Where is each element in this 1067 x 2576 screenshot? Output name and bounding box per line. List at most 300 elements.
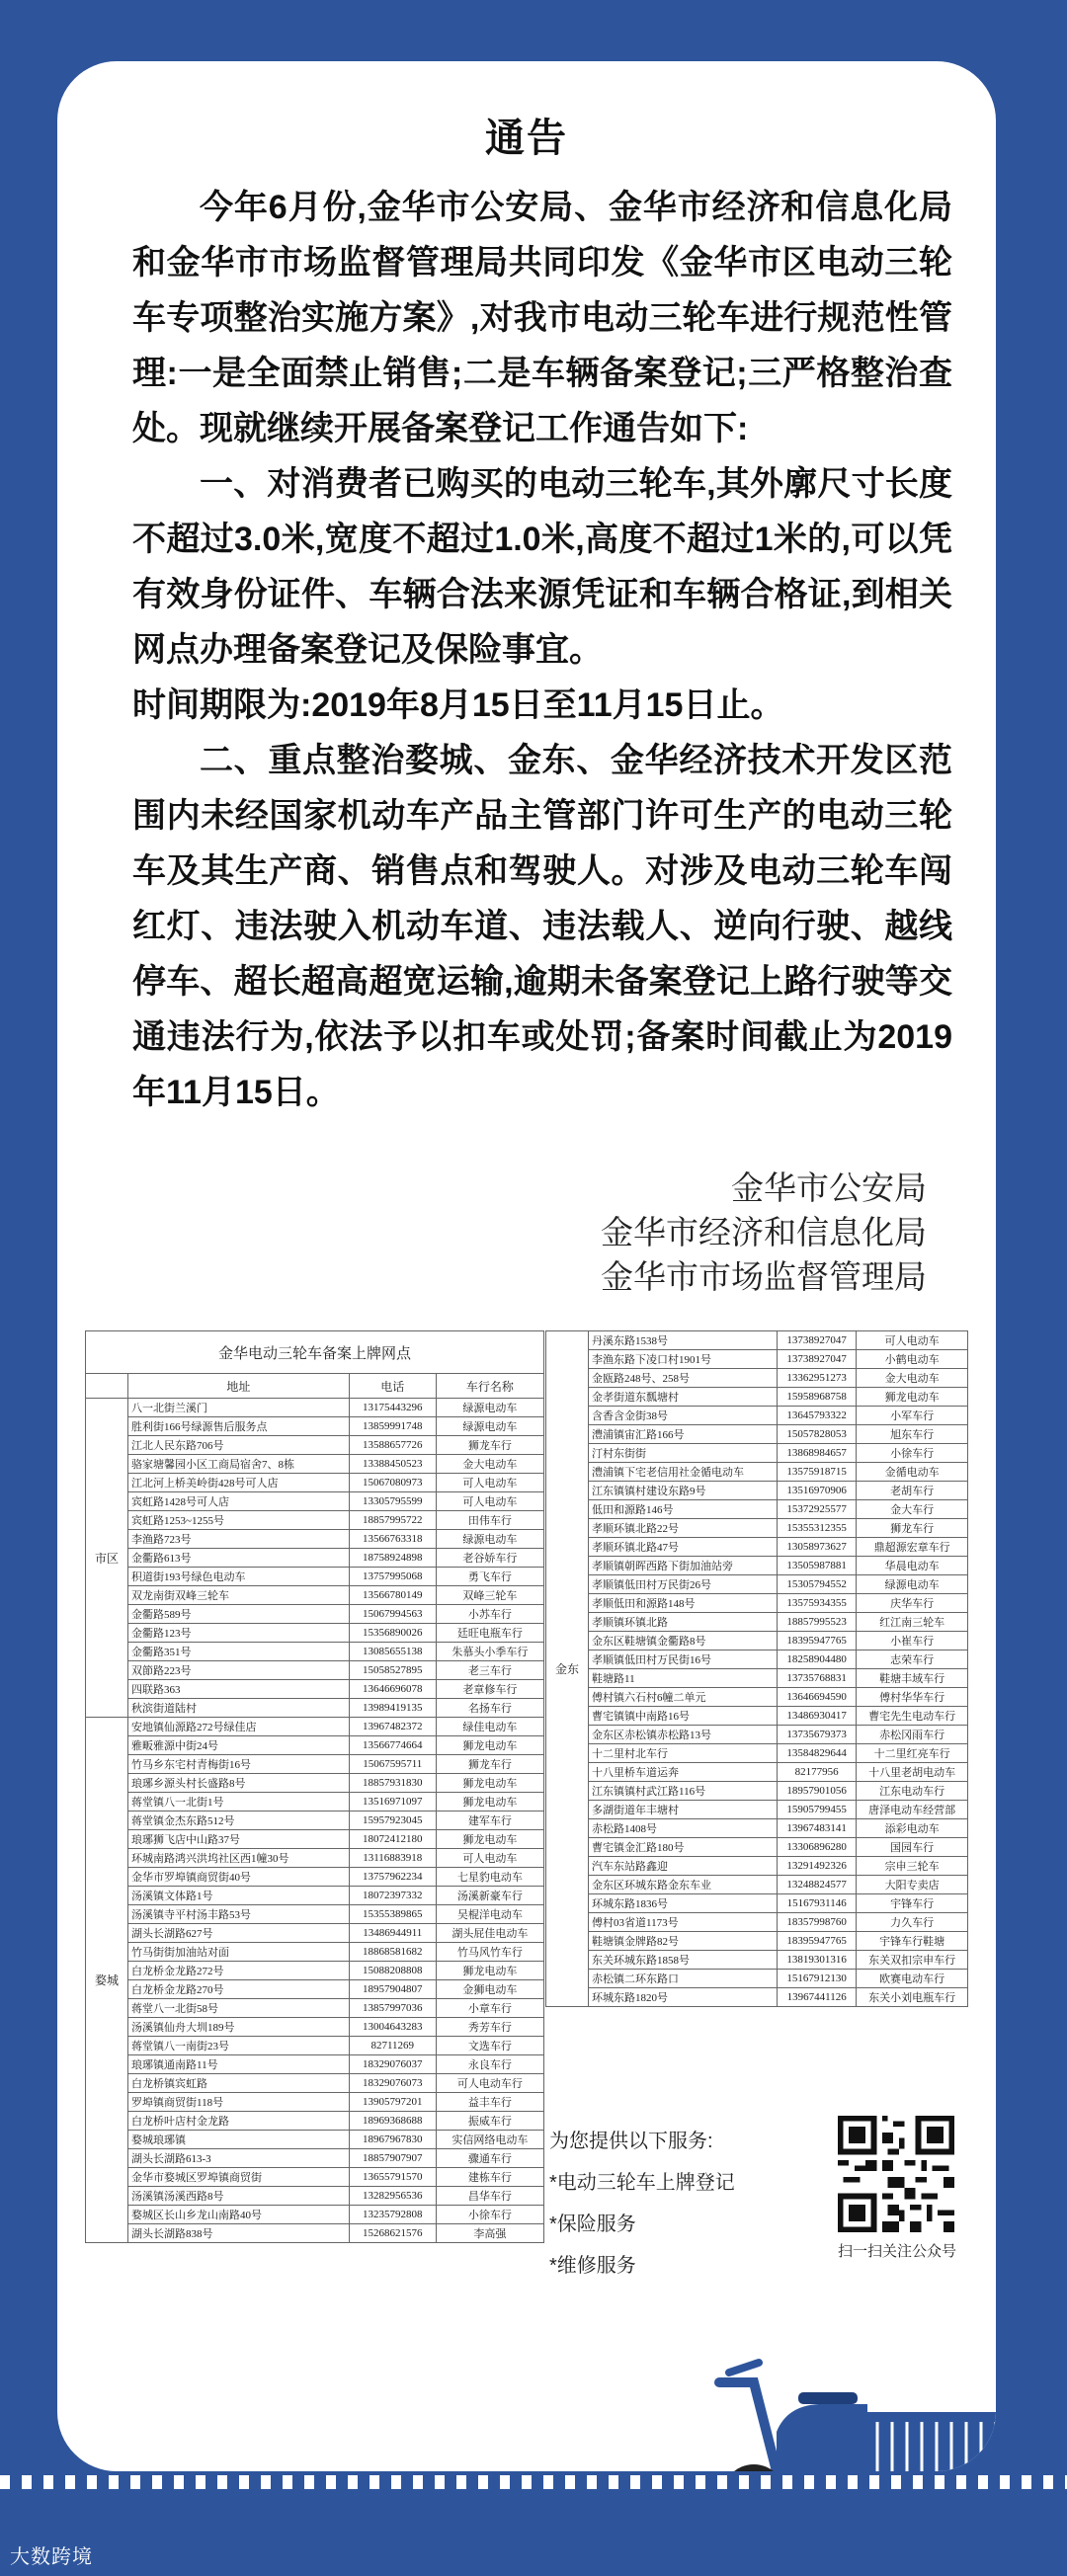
shop-cell: 廷旺电瓶车行 [436, 1624, 543, 1643]
table-row [546, 1425, 968, 1444]
table-row [86, 2037, 544, 2055]
phone-cell: 15167931146 [778, 1894, 857, 1913]
table-caption: 金华电动三轮车备案上牌网点 [86, 1331, 544, 1374]
phone-cell: 13735679373 [778, 1726, 857, 1744]
address-cell: 竹马街街加油站对面 [128, 1943, 350, 1962]
shop-cell: 汤溪新豪车行 [436, 1887, 543, 1905]
shop-cell: 绿源电动车 [857, 1575, 968, 1594]
phone-cell: 18857931830 [349, 1774, 436, 1793]
table-row [86, 1962, 544, 1980]
shop-cell: 赤松冈雨车行 [857, 1726, 968, 1744]
phone-cell: 13085655138 [349, 1643, 436, 1661]
shop-cell: 小章车行 [436, 1999, 543, 2018]
table-row [86, 1887, 544, 1905]
shop-cell: 力久车行 [857, 1913, 968, 1932]
phone-cell: 15958968758 [778, 1388, 857, 1407]
signature-police: 金华市公安局 [731, 1169, 927, 1206]
table-row [86, 1511, 544, 1530]
shop-cell: 曹宅先生电动车行 [857, 1707, 968, 1726]
table-row [546, 1463, 968, 1482]
shop-cell: 李高强 [436, 2224, 543, 2243]
phone-cell: 15356890026 [349, 1624, 436, 1643]
phone-cell: 13857997036 [349, 1999, 436, 2018]
shop-cell: 绿源电动车 [436, 1399, 543, 1417]
address-cell: 罗埠镇商贸街118号 [128, 2093, 350, 2112]
address-cell: 积道街193号绿色电动车 [128, 1568, 350, 1586]
table-row [546, 1331, 968, 1350]
phone-cell: 13989419135 [349, 1699, 436, 1718]
table-row [546, 1988, 968, 2007]
address-cell: 湖头长湖路838号 [128, 2224, 350, 2243]
signature-market: 金华市市场监督管理局 [601, 1258, 927, 1295]
address-cell: 金衢路589号 [128, 1605, 350, 1624]
shop-cell: 宇锋车行鞋塘 [857, 1932, 968, 1951]
address-cell: 环城东路1836号 [589, 1894, 778, 1913]
district-cell: 婺城 [86, 1718, 128, 2243]
phone-cell: 13282956536 [349, 2187, 436, 2206]
shop-cell: 振威车行 [436, 2112, 543, 2131]
shop-cell: 文选车行 [436, 2037, 543, 2055]
table-row [546, 1632, 968, 1650]
table-row [546, 1407, 968, 1425]
address-cell: 多湖街道年丰塘村 [589, 1801, 778, 1819]
table-row [86, 1680, 544, 1699]
shop-cell: 狮龙车行 [436, 1436, 543, 1455]
address-cell: 汤溪镇寺平村汤丰路53号 [128, 1905, 350, 1924]
services-heading: 为您提供以下服务: [549, 2131, 713, 2152]
table-row [546, 1857, 968, 1876]
table-row [546, 1594, 968, 1613]
address-cell: 汤溪镇汤溪西路8号 [128, 2187, 350, 2206]
phone-cell: 13175443296 [349, 1399, 436, 1417]
phone-cell: 13905797201 [349, 2093, 436, 2112]
table-row [546, 1444, 968, 1463]
shop-cell: 竹马风竹车行 [436, 1943, 543, 1962]
address-cell: 李渔东路下凌口村1901号 [589, 1350, 778, 1369]
shop-cell: 华晨电动车 [857, 1557, 968, 1575]
shop-cell: 绿佳电动车 [436, 1718, 543, 1736]
shop-cell: 七星豹电动车 [436, 1868, 543, 1887]
phone-cell: 13645793322 [778, 1407, 857, 1425]
address-cell: 含香含金街38号 [589, 1407, 778, 1425]
phone-cell: 13575934355 [778, 1594, 857, 1613]
phone-cell: 13516971097 [349, 1793, 436, 1811]
address-cell: 鞋塘路11 [589, 1669, 778, 1688]
shop-cell: 狮龙电动车 [436, 1793, 543, 1811]
phone-cell: 18395947765 [778, 1932, 857, 1951]
address-cell: 十二里村北车行 [589, 1744, 778, 1763]
address-cell: 孝顺镇朝晖西路下街加油站旁 [589, 1557, 778, 1575]
address-cell: 蒋堂镇八一南街23号 [128, 2037, 350, 2055]
phone-cell: 18329076073 [349, 2074, 436, 2093]
address-cell: 环城东路1820号 [589, 1988, 778, 2007]
table-row [86, 2168, 544, 2187]
shop-cell: 宗申三轮车 [857, 1857, 968, 1876]
address-cell: 东关环城东路1858号 [589, 1951, 778, 1970]
table-row [546, 1894, 968, 1913]
address-cell: 金衢路351号 [128, 1643, 350, 1661]
table-row [546, 1970, 968, 1988]
phone-cell: 18957904807 [349, 1980, 436, 1999]
table-row [546, 1613, 968, 1632]
table-row [546, 1557, 968, 1575]
phone-cell: 13584829644 [778, 1744, 857, 1763]
shop-cell: 宇锋车行 [857, 1894, 968, 1913]
address-cell: 雅畈雅源中街24号 [128, 1736, 350, 1755]
phone-cell: 13738927047 [778, 1331, 857, 1350]
shop-cell: 添彩电动车 [857, 1819, 968, 1838]
phone-cell: 18969368688 [349, 2112, 436, 2131]
address-cell: 白龙桥金龙路272号 [128, 1962, 350, 1980]
address-cell: 傅村03省道1173号 [589, 1913, 778, 1932]
address-cell: 鞋塘镇金牌路82号 [589, 1932, 778, 1951]
watermark-logo: 大数跨境 [10, 2546, 93, 2568]
phone-cell: 15268621576 [349, 2224, 436, 2243]
phone-cell: 13575918715 [778, 1463, 857, 1482]
shop-cell: 永良车行 [436, 2055, 543, 2074]
table-row [546, 1801, 968, 1819]
phone-cell: 13588657726 [349, 1436, 436, 1455]
table-row [86, 1905, 544, 1924]
address-cell: 江东镇镇村建设东路9号 [589, 1482, 778, 1500]
phone-cell: 15355389865 [349, 1905, 436, 1924]
table-row [86, 1436, 544, 1455]
phone-cell: 13967441126 [778, 1988, 857, 2007]
address-cell: 八一北街兰溪门 [128, 1399, 350, 1417]
shop-cell: 小徐车行 [857, 1444, 968, 1463]
table-row [86, 1924, 544, 1943]
address-cell: 琅琊镇通南路11号 [128, 2055, 350, 2074]
address-cell: 赤松镇二环东路口 [589, 1970, 778, 1988]
table-row [546, 1951, 968, 1970]
address-cell: 四联路363 [128, 1680, 350, 1699]
phone-cell: 13004643283 [349, 2018, 436, 2037]
phone-cell: 15372925577 [778, 1500, 857, 1519]
address-cell: 汤溪镇仙舟大圳189号 [128, 2018, 350, 2037]
phone-cell: 18857995523 [778, 1613, 857, 1632]
table-row [86, 2206, 544, 2224]
address-cell: 金华市婺城区罗埠镇商贸街 [128, 2168, 350, 2187]
shop-cell: 可人电动车 [436, 1492, 543, 1511]
table-row [546, 1369, 968, 1388]
phone-cell: 13757962234 [349, 1868, 436, 1887]
table-row [86, 1568, 544, 1586]
table-row [86, 1399, 544, 1417]
service-item: *维修服务 [549, 2255, 636, 2277]
shop-cell: 老胡车行 [857, 1482, 968, 1500]
phone-cell: 18072412180 [349, 1830, 436, 1849]
shop-cell: 田伟车行 [436, 1511, 543, 1530]
shop-cell: 东关双扣宗申车行 [857, 1951, 968, 1970]
shop-cell: 旭东车行 [857, 1425, 968, 1444]
shop-cell: 绿源电动车 [436, 1417, 543, 1436]
shop-cell: 东关小刘电瓶车行 [857, 1988, 968, 2007]
shop-cell: 实信网络电动车 [436, 2131, 543, 2149]
address-cell: 宾虹路1253~1255号 [128, 1511, 350, 1530]
address-cell: 低田和源路146号 [589, 1500, 778, 1519]
address-cell: 孝顺环镇北路22号 [589, 1519, 778, 1538]
address-cell: 江北河上桥美岭街428号可人店 [128, 1474, 350, 1492]
address-cell: 秋滨街道陆村 [128, 1699, 350, 1718]
phone-cell: 13819301316 [778, 1951, 857, 1970]
shop-cell: 名扬车行 [436, 1699, 543, 1718]
address-cell: 金东区环城东路金东车业 [589, 1876, 778, 1894]
address-cell: 白龙桥叶店村金龙路 [128, 2112, 350, 2131]
phone-cell: 13646694590 [778, 1688, 857, 1707]
address-cell: 湖头长湖路613-3 [128, 2149, 350, 2168]
address-cell: 曹宅镇镇中南路16号 [589, 1707, 778, 1726]
shop-cell: 昌华车行 [436, 2187, 543, 2206]
phone-cell: 18758924898 [349, 1549, 436, 1568]
address-cell: 宾虹路1428号可人店 [128, 1492, 350, 1511]
table-row [546, 1575, 968, 1594]
phone-cell: 13757995068 [349, 1568, 436, 1586]
decorative-stripe [0, 2475, 1067, 2489]
phone-cell: 13967482372 [349, 1718, 436, 1736]
shop-cell: 江东电动车行 [857, 1782, 968, 1801]
address-cell: 双龙南街双峰三轮车 [128, 1586, 350, 1605]
table-row [86, 2093, 544, 2112]
table-row [86, 1661, 544, 1680]
shop-cell: 可人电动车 [436, 1474, 543, 1492]
address-cell: 金孝街道东瓢塘村 [589, 1388, 778, 1407]
district-cell: 金东 [546, 1331, 589, 2007]
paragraph-item-one: 一、对消费者已购买的电动三轮车,其外廓尺寸长度不超过3.0米,宽度不超过1.0米,高度不超过1米的,可以凭有效身份证件、车辆合法来源凭证和车辆合格证,到相关网点办理备案登记及保险事宜。 [132, 465, 952, 669]
table-row [86, 2149, 544, 2168]
shop-cell: 勇飞车行 [436, 1568, 543, 1586]
address-cell: 金衢路613号 [128, 1549, 350, 1568]
table-row [86, 2074, 544, 2093]
table-row [86, 2131, 544, 2149]
address-cell: 金衢路123号 [128, 1624, 350, 1643]
shop-cell: 建栋车行 [436, 2168, 543, 2187]
shop-cell: 可人电动车行 [436, 2074, 543, 2093]
phone-cell: 13738927047 [778, 1350, 857, 1369]
address-cell: 傅村镇六石村6幢二单元 [589, 1688, 778, 1707]
shop-cell: 狮龙电动车 [857, 1388, 968, 1407]
shop-cell: 老章修车行 [436, 1680, 543, 1699]
notice-card [57, 61, 996, 2471]
table-row [546, 1913, 968, 1932]
notice-title: 通告 [485, 117, 568, 160]
shop-cell: 庆华车行 [857, 1594, 968, 1613]
outlet-table-right [545, 1330, 968, 2007]
table-row [86, 1530, 544, 1549]
phone-cell: 15058527895 [349, 1661, 436, 1680]
table-row [546, 1650, 968, 1669]
header-phone: 电话 [349, 1374, 436, 1399]
phone-cell: 82711269 [349, 2037, 436, 2055]
table-row [546, 1482, 968, 1500]
address-cell: 婺城琅琊镇 [128, 2131, 350, 2149]
phone-cell: 13859991748 [349, 1417, 436, 1436]
service-item: *保险服务 [549, 2214, 636, 2235]
phone-cell: 13566774664 [349, 1736, 436, 1755]
table-row [546, 1838, 968, 1857]
phone-cell: 13306896280 [778, 1838, 857, 1857]
phone-cell: 15167912130 [778, 1970, 857, 1988]
phone-cell: 15067080973 [349, 1474, 436, 1492]
table-row [546, 1688, 968, 1707]
shop-cell: 小徐车行 [436, 2206, 543, 2224]
phone-cell: 18967967830 [349, 2131, 436, 2149]
phone-cell: 13248824577 [778, 1876, 857, 1894]
address-cell: 十八里桥车道运奔 [589, 1763, 778, 1782]
table-row [546, 1744, 968, 1763]
table-row [86, 1549, 544, 1568]
phone-cell: 18258904480 [778, 1650, 857, 1669]
address-cell: 婺城区长山乡龙山南路40号 [128, 2206, 350, 2224]
signature-economy: 金华市经济和信息化局 [601, 1214, 927, 1250]
phone-cell: 18072397332 [349, 1887, 436, 1905]
address-cell: 赤松路1408号 [589, 1819, 778, 1838]
shop-cell: 十八里老胡电动车 [857, 1763, 968, 1782]
table-row [86, 1980, 544, 1999]
phone-cell: 13486930417 [778, 1707, 857, 1726]
district-cell: 市区 [86, 1399, 128, 1718]
address-cell: 环城南路鸿兴洪坞社区西1幢30号 [128, 1849, 350, 1868]
phone-cell: 15088208808 [349, 1962, 436, 1980]
outlet-table-left [85, 1330, 544, 2243]
address-cell: 澧浦镇宙汇路166号 [589, 1425, 778, 1444]
phone-cell: 15957923045 [349, 1811, 436, 1830]
shop-cell: 狮龙电动车 [436, 1774, 543, 1793]
address-cell: 胜利街166号绿源售后服务点 [128, 1417, 350, 1436]
address-cell: 孝顺环镇北路47号 [589, 1538, 778, 1557]
table-row [86, 1643, 544, 1661]
address-cell: 澧浦镇下宅老信用社金循电动车 [589, 1463, 778, 1482]
address-cell: 双節路223号 [128, 1661, 350, 1680]
address-cell: 汀村东街街 [589, 1444, 778, 1463]
shop-cell: 狮龙电动车 [436, 1830, 543, 1849]
shop-cell: 鞋塘丰域车行 [857, 1669, 968, 1688]
address-cell: 蒋堂镇金杰东路512号 [128, 1811, 350, 1830]
phone-cell: 18329076037 [349, 2055, 436, 2074]
phone-cell: 13967483141 [778, 1819, 857, 1838]
address-cell: 孝顺镇低田村万民街16号 [589, 1650, 778, 1669]
table-row [86, 1793, 544, 1811]
address-cell: 汤溪镇文体路1号 [128, 1887, 350, 1905]
phone-cell: 15905799455 [778, 1801, 857, 1819]
table-row [86, 1605, 544, 1624]
address-cell: 孝顺低田和源路148号 [589, 1594, 778, 1613]
address-cell: 曹宅镇金汇路180号 [589, 1838, 778, 1857]
table-row [86, 2018, 544, 2037]
shop-cell: 小鹤电动车 [857, 1350, 968, 1369]
shop-cell: 狮龙电动车 [436, 1962, 543, 1980]
paragraph-deadline: 时间期限为:2019年8月15日至11月15日止。 [132, 686, 784, 724]
shop-cell: 小军车行 [857, 1407, 968, 1425]
table-row [86, 1849, 544, 1868]
shop-cell: 益丰车行 [436, 2093, 543, 2112]
shop-cell: 狮龙电动车 [436, 1736, 543, 1755]
table-row [546, 1763, 968, 1782]
table-row [86, 1943, 544, 1962]
phone-cell: 13388450523 [349, 1455, 436, 1474]
table-row [86, 2224, 544, 2243]
phone-cell: 15355312355 [778, 1519, 857, 1538]
shop-cell: 小崔车行 [857, 1632, 968, 1650]
phone-cell: 13735768831 [778, 1669, 857, 1688]
address-cell: 孝顺镇环镇北路 [589, 1613, 778, 1632]
service-item: *电动三轮车上牌登记 [549, 2172, 735, 2194]
table-row [86, 1999, 544, 2018]
shop-cell: 秀芳车行 [436, 2018, 543, 2037]
table-row [86, 1755, 544, 1774]
paragraph-item-two: 二、重点整治婺城、金东、金华经济技术开发区范围内未经国家机动车产品主管部门许可生产的电动三轮车及其生产商、销售点和驾驶人。对涉及电动三轮车闯红灯、违法驶入机动车道、违法载人、逆向行驶、越线停车、超长超高超宽运输,逾期未备案登记上路行驶等交通违法行为,依法予以扣车或处罚;备案时间截止为2019年11月15日。 [132, 742, 952, 1111]
shop-cell: 金大电动车 [857, 1369, 968, 1388]
shop-cell: 金狮电动车 [436, 1980, 543, 1999]
phone-cell: 18395947765 [778, 1632, 857, 1650]
phone-cell: 13516970906 [778, 1482, 857, 1500]
phone-cell: 13305795599 [349, 1492, 436, 1511]
table-row [86, 1455, 544, 1474]
shop-cell: 可人电动车 [857, 1331, 968, 1350]
phone-cell: 15057828053 [778, 1425, 857, 1444]
table-row [86, 1868, 544, 1887]
shop-cell: 双峰三轮车 [436, 1586, 543, 1605]
table-row [546, 1519, 968, 1538]
qr-code[interactable] [838, 2116, 954, 2232]
phone-cell: 13362951273 [778, 1369, 857, 1388]
phone-cell: 13566763318 [349, 1530, 436, 1549]
phone-cell: 13646696078 [349, 1680, 436, 1699]
header-shop: 车行名称 [436, 1374, 543, 1399]
shop-cell: 狮龙车行 [436, 1755, 543, 1774]
shop-cell: 欧赛电动车行 [857, 1970, 968, 1988]
shop-cell: 朱慕头小季车行 [436, 1643, 543, 1661]
phone-cell: 82177956 [778, 1763, 857, 1782]
table-row [86, 1492, 544, 1511]
address-cell: 湖头长湖路627号 [128, 1924, 350, 1943]
table-row [546, 1669, 968, 1688]
table-row [546, 1726, 968, 1744]
table-row [86, 2187, 544, 2206]
table-row [86, 1811, 544, 1830]
phone-cell: 13116883918 [349, 1849, 436, 1868]
phone-cell: 18357998760 [778, 1913, 857, 1932]
table-row [86, 1417, 544, 1436]
phone-cell: 13505987881 [778, 1557, 857, 1575]
address-cell: 安地镇仙源路272号绿佳店 [128, 1718, 350, 1736]
shop-cell: 吴棍洋电动车 [436, 1905, 543, 1924]
shop-cell: 建军车行 [436, 1811, 543, 1830]
address-cell: 蒋堂八一北街58号 [128, 1999, 350, 2018]
table-row [86, 1736, 544, 1755]
address-cell: 琅琊狮飞店中山路37号 [128, 1830, 350, 1849]
qr-caption: 扫一扫关注公众号 [837, 2243, 956, 2260]
shop-cell: 狮龙车行 [857, 1519, 968, 1538]
shop-cell: 红江南三轮车 [857, 1613, 968, 1632]
signature-block [601, 1166, 927, 1299]
table-row [86, 2112, 544, 2131]
phone-cell: 13235792808 [349, 2206, 436, 2224]
table-row [546, 1350, 968, 1369]
table-row [546, 1876, 968, 1894]
table-row [86, 2055, 544, 2074]
table-row [86, 1699, 544, 1718]
shop-cell: 志荣车行 [857, 1650, 968, 1669]
shop-cell: 唐泽电动车经营部 [857, 1801, 968, 1819]
address-cell: 江北人民东路706号 [128, 1436, 350, 1455]
shop-cell: 金大车行 [857, 1500, 968, 1519]
address-cell: 汽车东站路鑫迎 [589, 1857, 778, 1876]
table-row [546, 1782, 968, 1801]
address-cell: 骆家塘馨园小区工商局宿舍7、8栋 [128, 1455, 350, 1474]
address-cell: 金东区鞋塘镇金衢路8号 [589, 1632, 778, 1650]
phone-cell: 13868984657 [778, 1444, 857, 1463]
electric-tricycle-icon [660, 2323, 996, 2471]
